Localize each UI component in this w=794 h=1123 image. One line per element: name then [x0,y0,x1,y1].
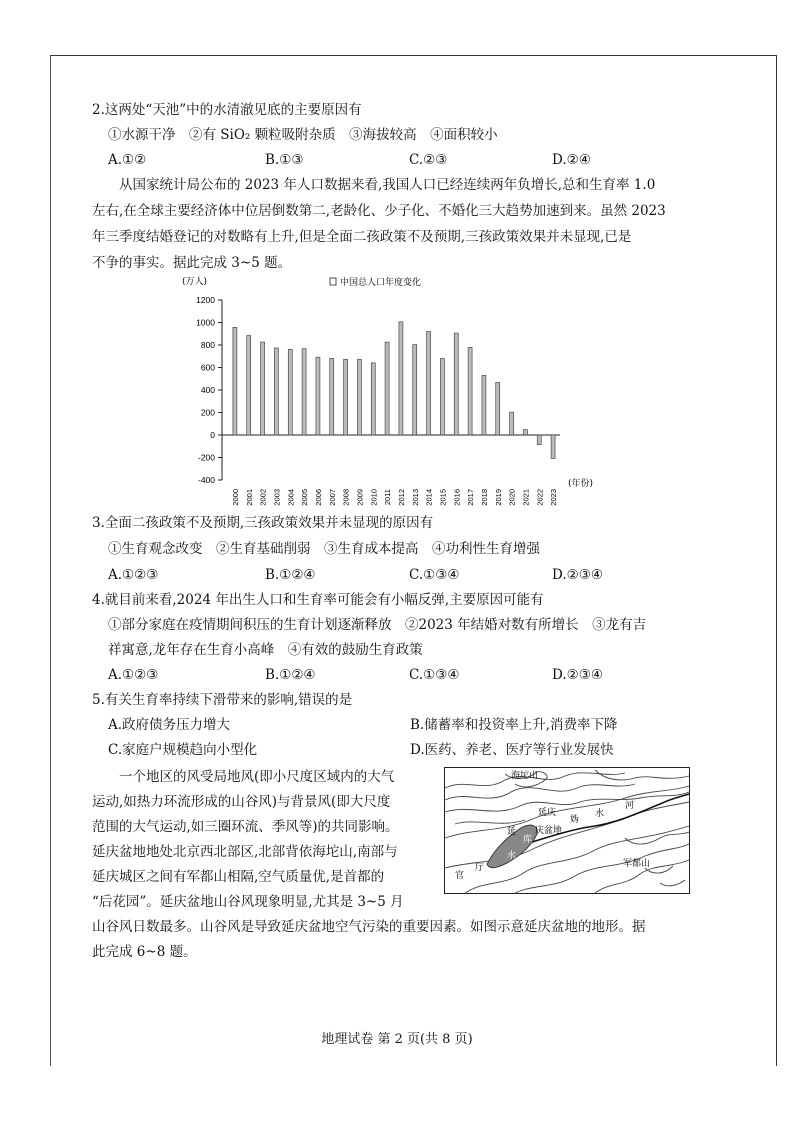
bar [247,336,251,435]
label-shui: 水 [595,809,605,819]
bar [537,435,541,445]
passage1-line-2: 左右,在全球主要经济体中位居倒数第二,老龄化、少子化、不婚化三大趋势加速到来。虽然 2023 [92,203,666,219]
bar [413,345,417,435]
bar [468,347,472,435]
q4-option-d: D.②③④ [552,667,603,683]
bar [440,359,444,436]
x-tick-label: 2000 [230,489,240,506]
label-ting: 厅 [475,863,485,873]
label-yan: 延 [507,827,517,837]
population-chart [180,272,600,506]
q5-option-a: A.政府债务压力增大 [108,717,231,733]
x-tick-label: 2008 [341,489,351,506]
legend-swatch [330,278,336,285]
x-tick-label: 2017 [466,489,476,506]
bar [496,382,500,435]
bar [371,363,375,435]
bar [302,349,306,435]
label-he: 河 [625,801,635,811]
q5-option-b: B.储蓄率和投资率上升,消费率下降 [410,717,618,733]
x-tick-label: 2002 [258,489,268,506]
population-chart-svg [180,272,600,506]
label-basin: 庆盆地 [535,826,563,836]
passage1-line-4: 不争的事实。据此完成 3~5 题。 [92,255,292,271]
y-tick-label: 1000 [196,317,215,328]
q2-option-b: B.①③ [265,152,304,168]
q3-option-d: D.②③④ [552,567,603,583]
y-tick-label: -400 [197,475,215,485]
x-tick-label: 2014 [424,489,434,506]
x-tick-label: 2004 [286,489,296,506]
q5-option-c: C.家庭户规模趋向小型化 [108,742,258,758]
y-axis-label: (万人) [182,277,208,287]
passage2-line-8: 此完成 6~8 题。 [92,944,197,960]
x-tick-label: 2011 [383,489,393,506]
label-yanqing: 延庆 [538,808,557,818]
q2-option-d: D.②④ [552,152,591,168]
terrain-contours [445,768,689,893]
x-tick-label: 2019 [493,489,503,506]
y-tick-label: 1200 [196,295,215,305]
passage2-line-7: 山谷风日数最多。山谷风是导致延庆盆地空气污染的重要因素。如图示意延庆盆地的地形。据 [92,919,646,935]
bar [454,333,458,435]
page-footer: 地理试卷 第 2 页(共 8 页) [321,1032,473,1047]
x-tick-label: 2018 [479,489,489,506]
x-tick-label: 2015 [438,489,448,506]
y-tick-label: 800 [200,340,215,350]
bar [316,357,320,435]
passage2-line-4: 延庆盆地地处北京西北部区,北部背依海坨山,南部与 [92,844,398,860]
q2-option-a: A.①② [108,152,147,168]
passage2-line-5: 延庆城区之间有军都山相隔,空气质量优,是首都的 [92,869,385,885]
x-tick-label: 2013 [410,489,420,506]
x-axis-label: (年份) [568,479,594,489]
q3-stem: 3.全面二孩政策不及预期,三孩政策效果并未显现的原因有 [92,515,434,531]
bar [233,327,237,435]
q5-stem: 5.有关生育率持续下滑带来的影响,错误的是 [92,692,353,708]
x-tick-label: 2006 [313,489,323,506]
q5-option-d: D.医药、养老、医疗等行业发展快 [410,742,614,758]
bar [357,359,361,435]
x-tick-label: 2012 [396,489,406,506]
q4-option-b: B.①②④ [265,667,316,683]
q4-items-line-2: 祥寓意,龙年存在生育小高峰 ④有效的鼓励生育政策 [108,642,423,658]
passage2-line-2: 运动,如热力环流形成的山谷风)与背景风(即大尺度 [92,794,391,810]
label-ku: 库 [523,835,533,845]
x-tick-label: 2020 [507,489,517,506]
bar [288,349,292,435]
yanqing-basin-map [444,767,690,894]
x-tick-label: 2005 [300,489,310,506]
y-tick-label: 600 [200,362,215,373]
bar [330,358,334,435]
passage1-line-3: 年三季度结婚登记的对数略有上升,但是全面二孩政策不及预期,三孩政策效果并未显现,已是 [92,229,632,245]
passage1-line-1: 从国家统计局公布的 2023 年人口数据来看,我国人口已经连续两年负增长,总和生育率 1.0 [92,177,656,193]
bar [399,322,403,435]
label-reservoir-shui: 水 [507,851,517,861]
q2-items: ①水源干净 ②有 SiO₂ 颗粒吸附杂质 ③海拔较高 ④面积较小 [108,127,498,143]
q4-items-line-1: ①部分家庭在疫情期间积压的生育计划逐渐释放 ②2023 年结婚对数有所增长 ③龙有吉 [108,617,647,633]
label-haituo: 海坨山 [511,771,539,781]
bar [482,375,486,435]
x-tick-label: 2016 [452,489,462,506]
q2-option-c: C.②③ [409,152,448,168]
q3-option-b: B.①②④ [265,567,316,583]
x-tick-label: 2010 [369,489,379,506]
x-tick-label: 2003 [272,489,282,506]
passage2-line-1: 一个地区的风受局地风(即小尺度区域内的大气 [92,769,395,785]
y-tick-label: -200 [197,452,215,463]
q4-option-a: A.①②③ [108,667,159,683]
label-junduan: 军都山 [623,859,651,869]
q4-stem: 4.就目前来看,2024 年出生人口和生育率可能会有小幅反弹,主要原因可能有 [92,592,544,608]
passage2-line-3: 范围的大气运动,如三圈环流、季风等)的共同影响。 [92,819,399,835]
x-tick-label: 2009 [355,489,365,506]
bar [274,348,278,435]
q4-option-c: C.①③④ [409,667,460,683]
x-tick-label: 2007 [327,489,337,506]
q3-option-c: C.①③④ [409,567,460,583]
q3-option-a: A.①②③ [108,567,159,583]
bar [510,412,514,435]
bar [427,332,431,436]
y-tick-label: 400 [200,385,215,395]
label-gui: 妫 [570,815,580,825]
q3-items: ①生育观念改变 ②生育基础削弱 ③生育成本提高 ④功利性生育增强 [108,541,540,557]
legend-label: 中国总人口年度变化 [340,278,422,288]
bar [551,435,555,458]
label-guan: 官 [455,871,465,881]
q2-stem: 2.这两处“天池”中的水清澈见底的主要原因有 [92,102,362,118]
bar [385,342,389,435]
bar [261,342,265,435]
x-tick-label: 2001 [244,489,254,506]
bar [523,430,527,435]
y-tick-label: 0 [210,430,215,440]
bar [344,359,348,435]
x-tick-label: 2021 [521,489,531,506]
y-tick-label: 200 [200,407,215,418]
x-tick-label: 2022 [535,489,545,506]
passage2-line-6: “后花园”。延庆盆地山谷风现象明显,尤其是 3~5 月 [92,894,404,910]
x-tick-label: 2023 [549,489,559,506]
